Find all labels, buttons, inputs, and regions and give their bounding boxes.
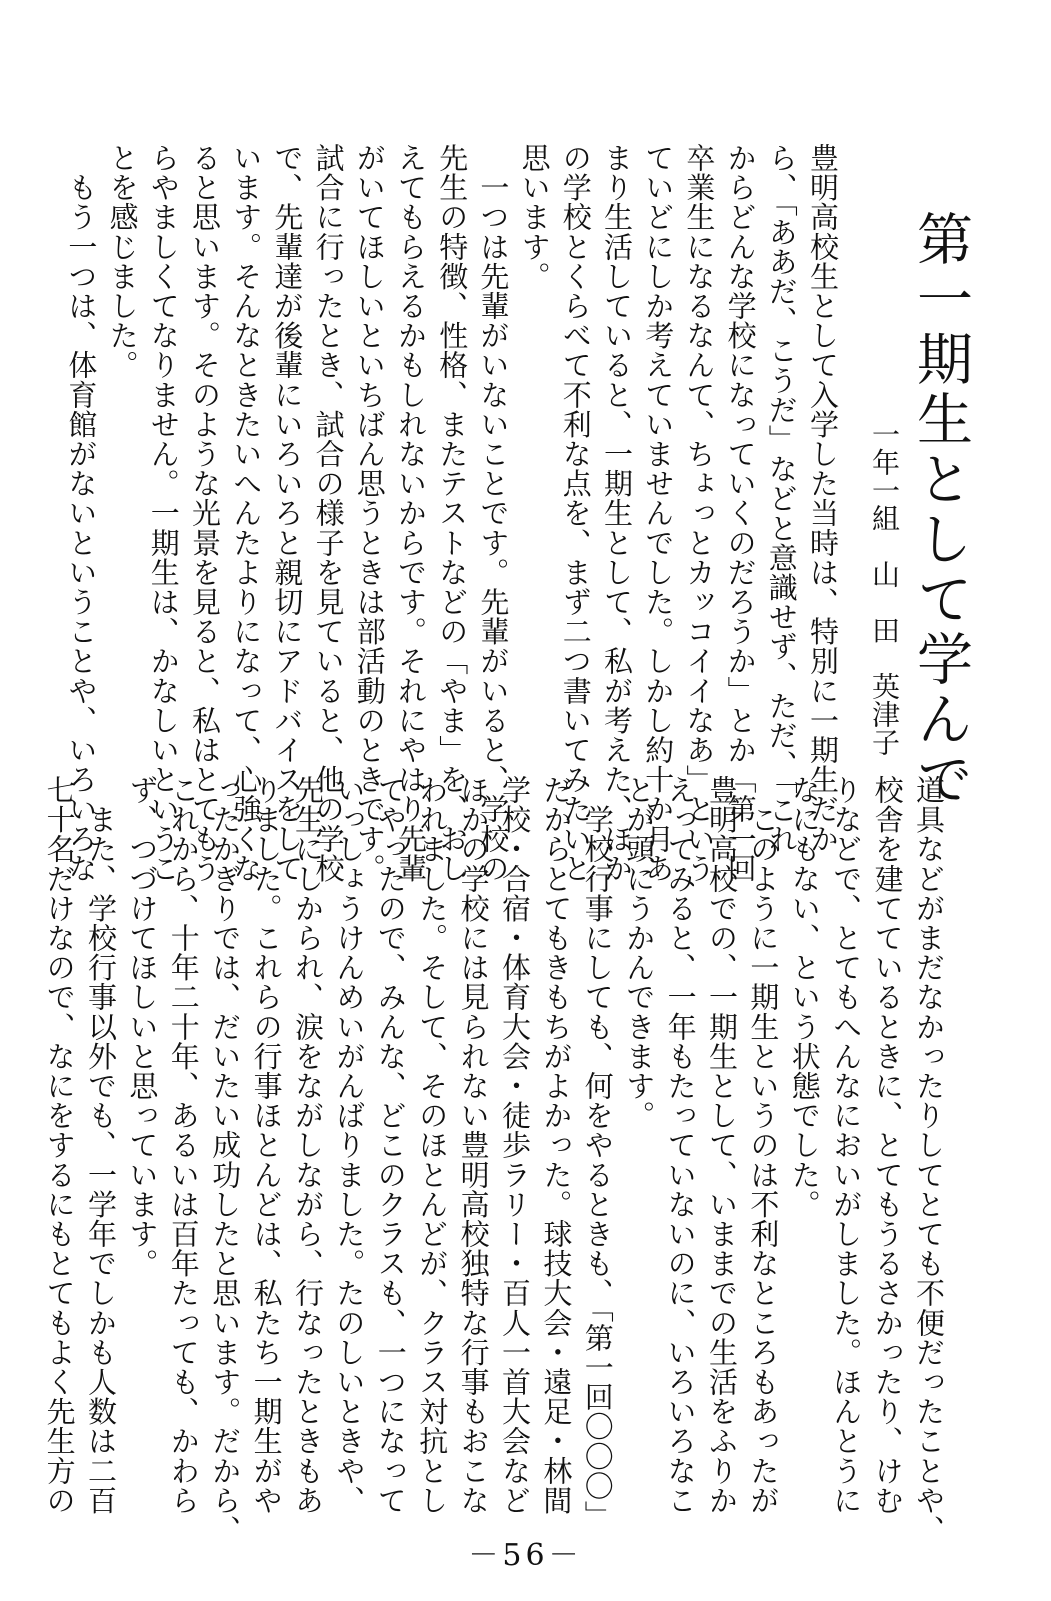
text-column: 豊明高校での、一期生として、いままでの生活をふりか (705, 775, 739, 1515)
text-column: ていどにしか考えていませんでした。しかし約十か月あ (641, 143, 676, 883)
text-column: ほかの学校には見られない豊明高校独特な行事もおこな (456, 775, 491, 1515)
text-column: 学校・合宿・体育大会・徒歩ラリー・百人一首大会など (498, 775, 532, 1515)
text-column: います。そんなときたいへんたよりになって、心強くな (229, 143, 264, 883)
text-column: このように一期生というのは不利なところもあったが (746, 775, 781, 1515)
text-column: 一つは先輩がいないことです。先輩がいると、学校の (476, 143, 511, 883)
text-column: からどんな学校になっていくのだろうか」とか「第一回 (723, 143, 758, 883)
text-column: 学校行事にしても、何をやるときも、「第一回〇〇〇」 (580, 775, 615, 1531)
text-column: 先生にしかられ、涙をながしながら、行なったときもあ (291, 775, 325, 1515)
text-column: ると思います。そのような光景を見ると、私はとてもう (188, 143, 222, 883)
text-column: えってみると、一年もたっていないのに、いろいろなこ (663, 775, 698, 1515)
text-column: 試合に行ったとき、試合の様子を見ていると、他の学校 (311, 143, 346, 883)
text-column: なにもない、という状態でした。 (787, 775, 822, 1219)
text-column: てやったので、みんな、どこのクラスも、一つになって (373, 775, 408, 1515)
text-column: まり生活していると、一期生として、私が考えた、ほか (600, 143, 634, 883)
text-column: りました。これらの行事ほとんどは、私たち一期生がや (249, 775, 284, 1515)
text-column: がいてほしいといちばん思うときは部活動のときです。 (352, 143, 387, 883)
text-column: これから、十年二十年、あるいは百年たっても、かわら (166, 775, 201, 1515)
text-column: 先生の特徴、性格、またテストなどの「やま」を、おし (435, 143, 470, 883)
text-column: また、学校行事以外でも、一学年でしかも人数は二百 (84, 775, 118, 1515)
text-column: 七十名だけなので、なにをするにもとてもよく先生方の (42, 775, 77, 1515)
text-column: 校舎を建てているときに、とてもうるさかったり、けむ (870, 775, 905, 1515)
text-column: 思います。 (517, 143, 552, 291)
text-column: われました。そして、そのほとんどが、クラス対抗とし (415, 775, 450, 1515)
article-title: 第一期生として学んで (908, 210, 973, 810)
text-column: ら、「ああだ、こうだ」などと意識せず、ただ、「これ (764, 143, 799, 854)
text-column: とが頭にうかんできます。 (622, 775, 657, 1131)
text-column: えてもらえるかもしれないからです。それにやはり先輩 (394, 143, 428, 883)
text-column: もう一つは、体育館がないということや、いろいろな (64, 143, 99, 883)
text-column: ったかぎりでは、だいたい成功したと思います。だから、 (208, 775, 243, 1545)
text-column: の学校とくらべて不利な点を、まず二つ書いてみたいと (558, 143, 593, 883)
text-column: 道具などがまだなかったりしてとても不便だったことや、 (912, 775, 946, 1545)
text-column: ず、つづけてほしいと思っています。 (125, 775, 160, 1279)
text-column: りなどで、とてもへんなにおいがしました。ほんとうに (829, 775, 864, 1515)
text-column: とを感じました。 (105, 143, 140, 380)
page-number: －56－ (468, 1538, 583, 1573)
text-column: 卒業生になるなんて、ちょっとカッコイイなあ」という (682, 143, 717, 883)
text-column: いっしょうけんめいがんばりました。たのしいときや、 (332, 775, 367, 1515)
text-column: らやましくてなりません。一期生は、かなしいというこ (146, 143, 181, 883)
text-column: 豊明高校生として入学した当時は、特別に一期生だか (806, 143, 840, 854)
text-column: だからとてもきもちがよかった。球技大会・遠足・林間 (539, 775, 574, 1515)
author-line: 一年一組 山 田 英津子 (868, 420, 901, 756)
text-column: で、先輩達が後輩にいろいろと親切にアドバイスをして (270, 143, 305, 883)
